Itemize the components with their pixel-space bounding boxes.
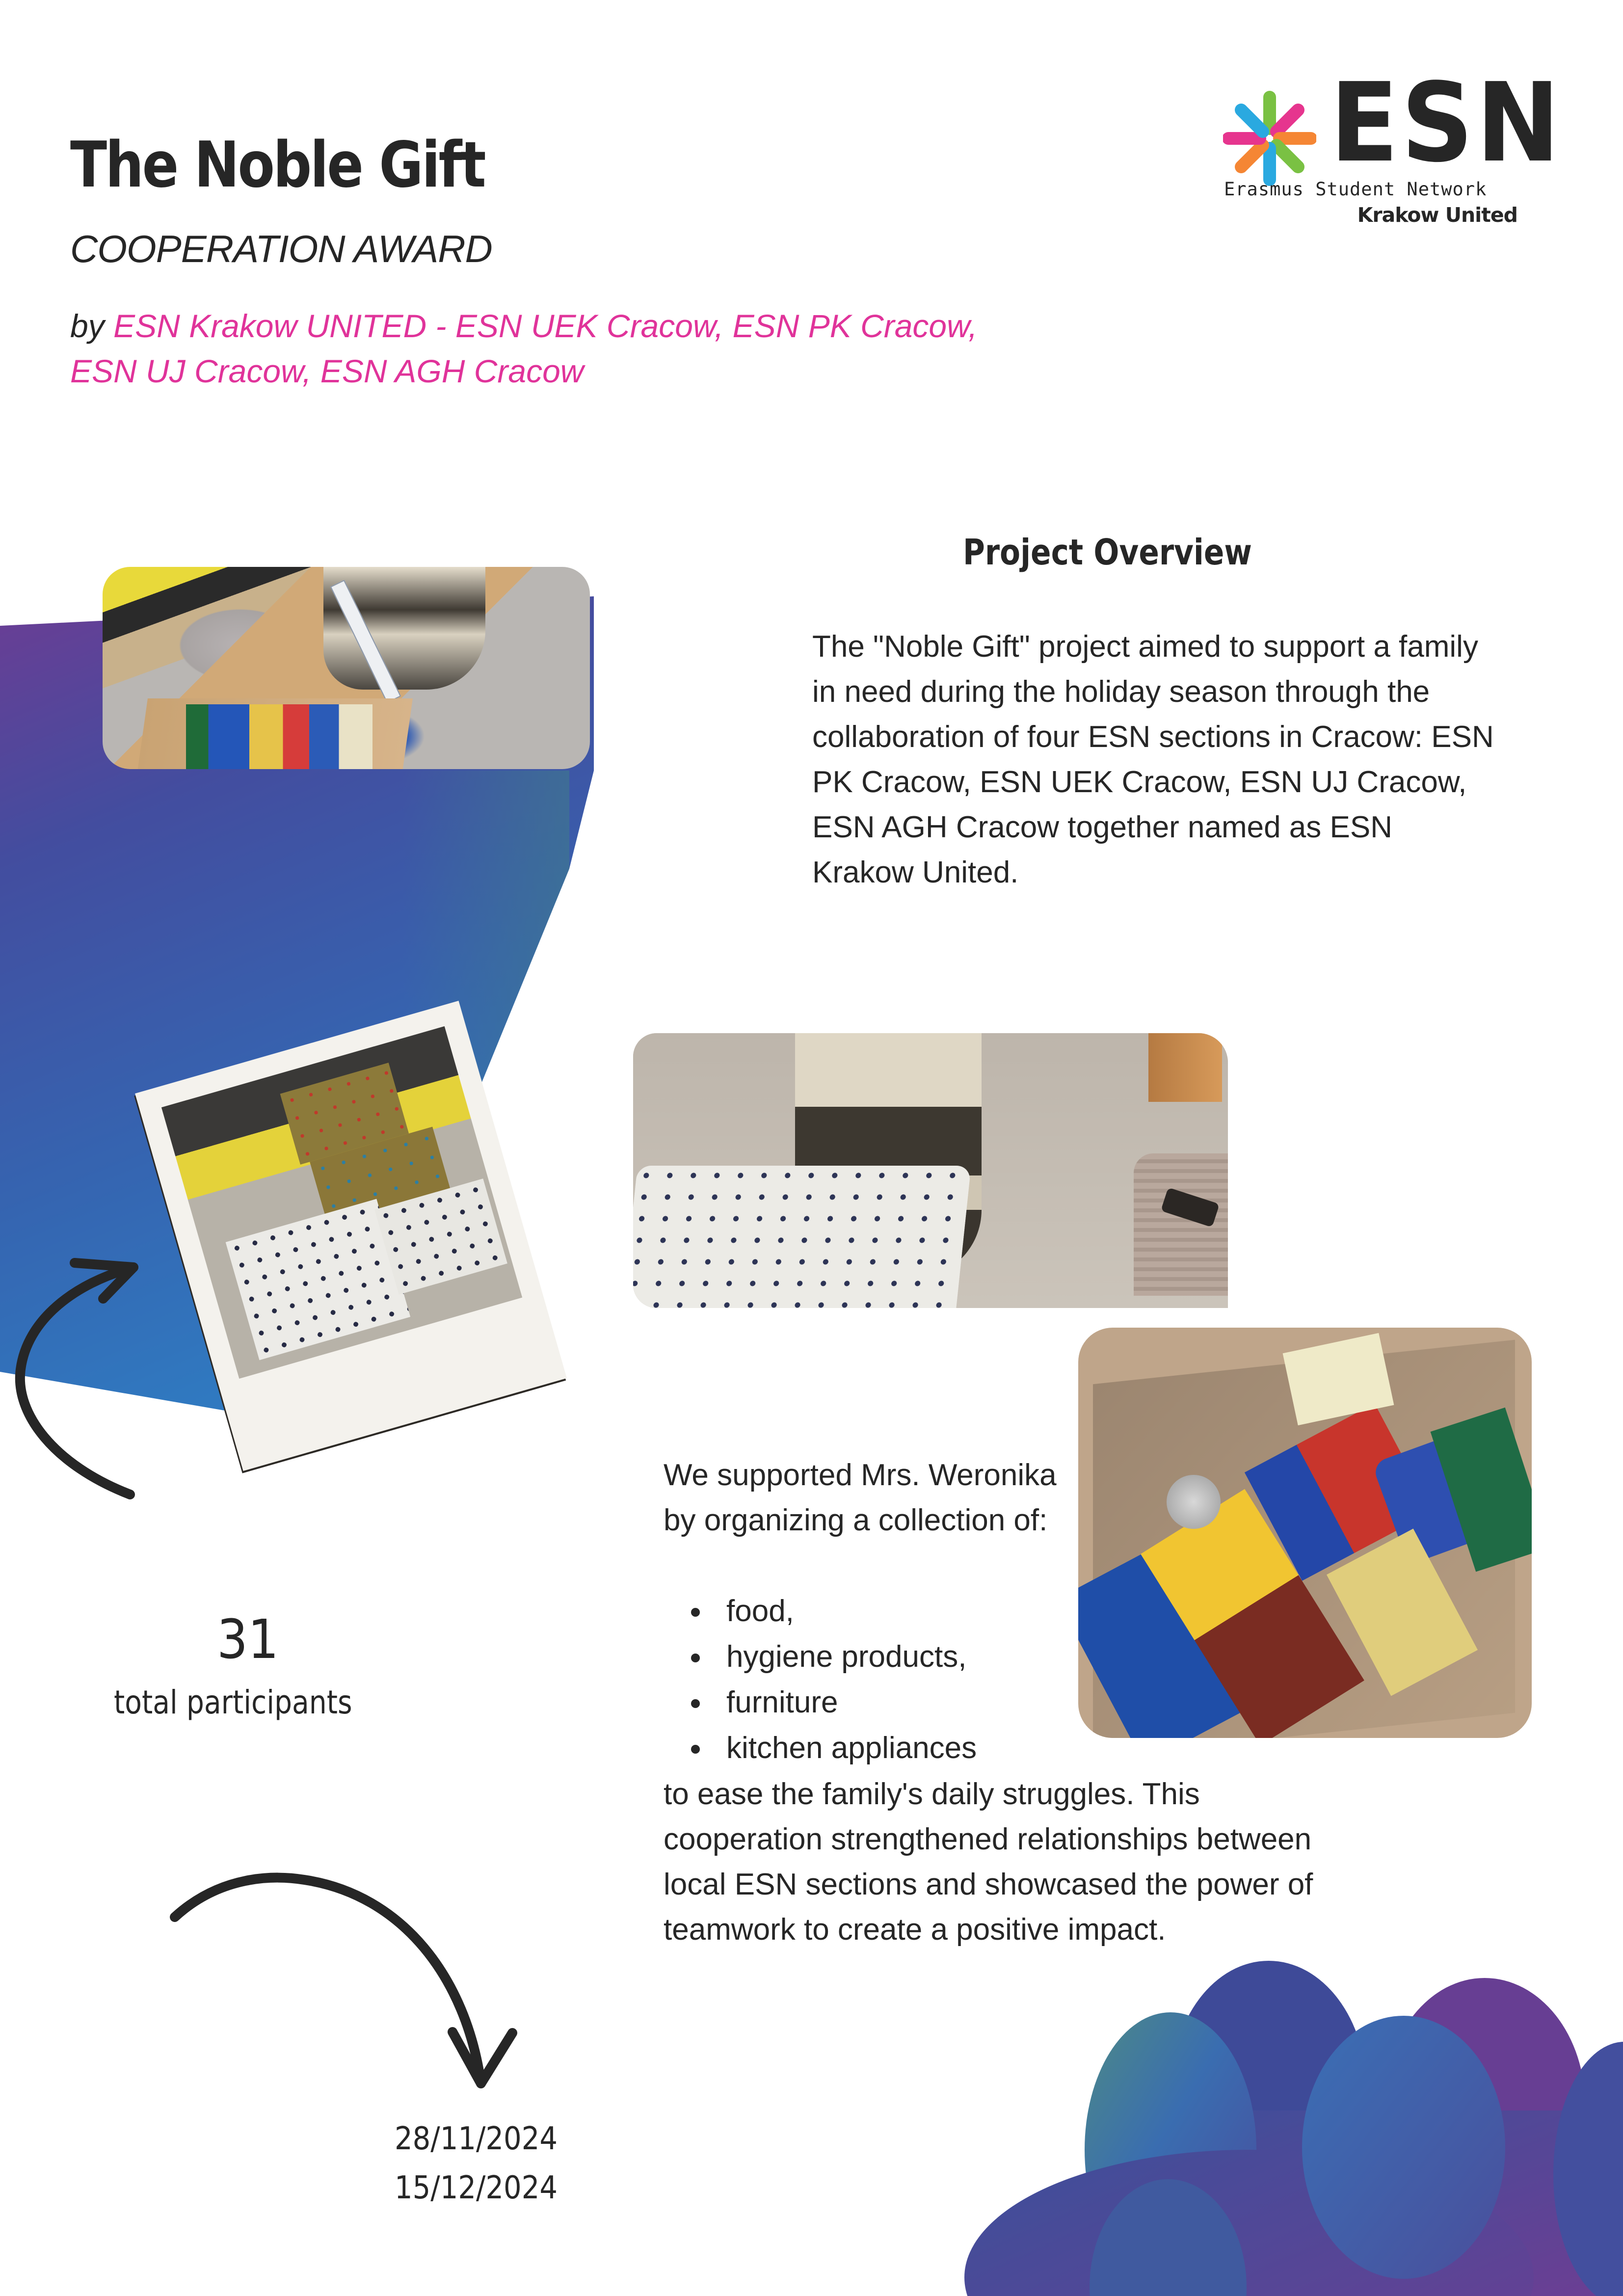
end-date: 15/12/2024 <box>395 2170 558 2206</box>
list-item: kitchen appliances <box>664 1725 977 1771</box>
story-intro: We supported Mrs. Weronika by organizing a collection of: <box>664 1458 1057 1537</box>
arrowhead-icon <box>75 1263 133 1299</box>
arrowhead-icon <box>452 2032 512 2083</box>
page-title: The Noble Gift <box>70 129 485 202</box>
project-dates <box>395 2114 558 2213</box>
photo-packing-food-box <box>103 567 590 769</box>
esn-logo <box>1223 60 1563 232</box>
photo-groceries <box>186 704 372 769</box>
photo-pouf <box>1134 1153 1228 1296</box>
esn-tagline: Erasmus Student Network <box>1224 179 1487 200</box>
photo-wrapped-box <box>633 1166 971 1308</box>
story-outro: to ease the family's daily struggles. This cooperation strengthened relationships between local ESN sections and showcased the power of teamwork to create a positive impact. <box>664 1777 1313 1947</box>
list-item: furniture <box>664 1680 977 1725</box>
photo-wrapping-box <box>633 1033 1228 1308</box>
byline <box>70 303 1052 394</box>
photo-grocery-box <box>1078 1328 1532 1738</box>
arrow-up-icon <box>20 1267 133 1495</box>
overview-body: The "Noble Gift" project aimed to support a family in need during the holiday season through the collaboration of four ESN sections in Cracow: ESN PK Cracow, ESN UEK Cracow, ESN UJ Cracow, ESN AGH Cracow together named as ESN Krakow United. <box>812 630 1494 889</box>
photo-person <box>323 567 485 690</box>
photo-cabinet <box>1148 1033 1222 1102</box>
overview-heading: Project Overview <box>963 532 1252 573</box>
byline-prefix: by <box>70 308 114 344</box>
list-item: hygiene products, <box>664 1634 977 1680</box>
collection-list <box>664 1588 977 1771</box>
start-date: 28/11/2024 <box>395 2121 558 2157</box>
esn-wordmark: ESN <box>1330 60 1563 187</box>
section-name: Krakow United <box>1357 203 1517 227</box>
participants-label: total participants <box>114 1683 352 1721</box>
participants-count: 31 <box>217 1608 279 1671</box>
list-item: food, <box>664 1588 977 1634</box>
award-category: COOPERATION AWARD <box>70 227 492 270</box>
grocery-can <box>1167 1475 1221 1529</box>
byline-organizations: ESN Krakow UNITED - ESN UEK Cracow, ESN PK Cracow, ESN UJ Cracow, ESN AGH Cracow <box>70 308 978 389</box>
arrow-down-icon <box>175 1878 481 2083</box>
polaroid-wrapped-gifts <box>135 1001 567 1471</box>
photo-wrapped-gifts <box>161 1026 522 1379</box>
